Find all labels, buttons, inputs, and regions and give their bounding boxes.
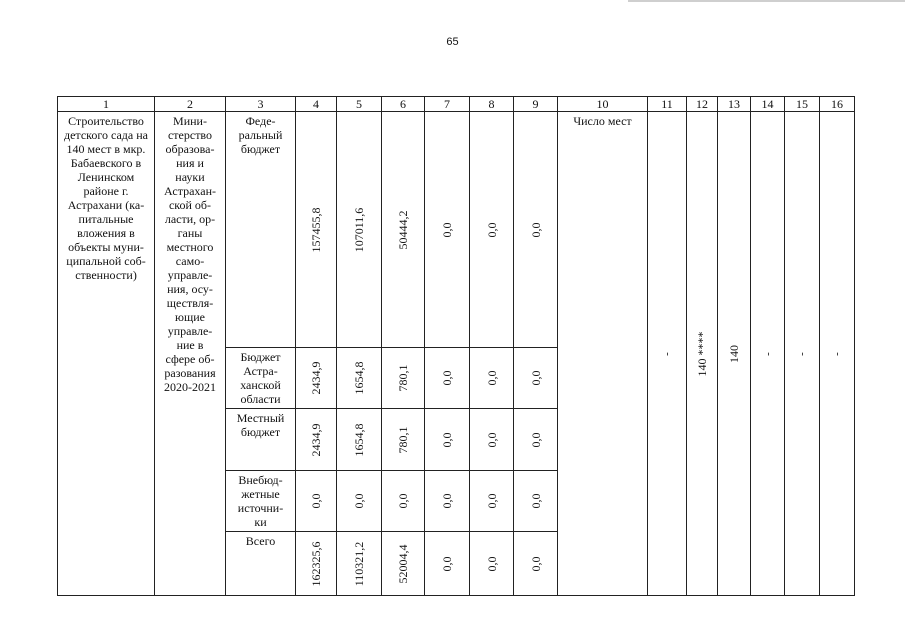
- value-cell: 110321,2: [337, 532, 382, 596]
- header-col-1: 1: [58, 97, 155, 112]
- col11-value: -: [648, 112, 687, 596]
- header-col-4: 4: [296, 97, 337, 112]
- program-table: [57, 96, 855, 596]
- header-row: [58, 97, 855, 112]
- value-cell: 2434,9: [296, 348, 337, 409]
- value-cell: 1654,8: [337, 409, 382, 471]
- value-cell: 0,0: [425, 112, 470, 348]
- value-cell: 0,0: [425, 471, 470, 532]
- top-rule: [628, 0, 905, 2]
- value-cell: 0,0: [425, 348, 470, 409]
- value-cell: 52004,4: [382, 532, 425, 596]
- value-cell: 780,1: [382, 409, 425, 471]
- funding-source: Всего: [226, 532, 296, 596]
- header-col-11: 11: [648, 97, 687, 112]
- value-cell: 107011,6: [337, 112, 382, 348]
- header-col-12: 12: [687, 97, 718, 112]
- page-number: 65: [446, 36, 459, 48]
- header-col-9: 9: [514, 97, 558, 112]
- table-row: [58, 112, 855, 348]
- value-cell: 0,0: [514, 471, 558, 532]
- header-col-13: 13: [718, 97, 751, 112]
- funding-source: Феде- ральный бюджет: [226, 112, 296, 348]
- col13-value: 140: [718, 112, 751, 596]
- funding-source: Местный бюджет: [226, 409, 296, 471]
- indicator-name: Число мест: [558, 112, 648, 596]
- funding-source: Внебюд- жетные источни- ки: [226, 471, 296, 532]
- value-cell: 0,0: [514, 112, 558, 348]
- value-cell: 0,0: [337, 471, 382, 532]
- value-cell: 0,0: [470, 409, 514, 471]
- header-col-3: 3: [226, 97, 296, 112]
- value-cell: 0,0: [470, 532, 514, 596]
- responsible-executor: Мини- стерство образова- ния и науки Астрахан- ской об- ласти, ор- ганы местного само- управле- ния, осу- ществля- ющие управле- ние в сфере об- разования 2020-2021: [155, 112, 226, 596]
- header-col-5: 5: [337, 97, 382, 112]
- value-cell: 0,0: [514, 348, 558, 409]
- value-cell: 1654,8: [337, 348, 382, 409]
- value-cell: 157455,8: [296, 112, 337, 348]
- funding-source: Бюджет Астра- ханской области: [226, 348, 296, 409]
- value-cell: 0,0: [425, 409, 470, 471]
- value-cell: 780,1: [382, 348, 425, 409]
- header-col-15: 15: [785, 97, 820, 112]
- header-col-2: 2: [155, 97, 226, 112]
- value-cell: 0,0: [514, 532, 558, 596]
- value-cell: 0,0: [470, 348, 514, 409]
- header-col-14: 14: [751, 97, 785, 112]
- header-col-6: 6: [382, 97, 425, 112]
- col14-value: -: [751, 112, 785, 596]
- header-col-8: 8: [470, 97, 514, 112]
- value-cell: 0,0: [470, 112, 514, 348]
- header-col-7: 7: [425, 97, 470, 112]
- value-cell: 0,0: [296, 471, 337, 532]
- value-cell: 162325,6: [296, 532, 337, 596]
- value-cell: 0,0: [470, 471, 514, 532]
- value-cell: 0,0: [425, 532, 470, 596]
- value-cell: 0,0: [514, 409, 558, 471]
- value-cell: 50444,2: [382, 112, 425, 348]
- header-col-16: 16: [820, 97, 855, 112]
- col12-value: 140 ****: [687, 112, 718, 596]
- header-col-10: 10: [558, 97, 648, 112]
- col15-value: -: [785, 112, 820, 596]
- value-cell: 0,0: [382, 471, 425, 532]
- value-cell: 2434,9: [296, 409, 337, 471]
- col16-value: -: [820, 112, 855, 596]
- object-name: Строительство детского сада на 140 мест в мкр. Бабаевского в Ленинском районе г. Астрахани (капитальные вложения в объекты муниципальной собственности): [58, 112, 155, 596]
